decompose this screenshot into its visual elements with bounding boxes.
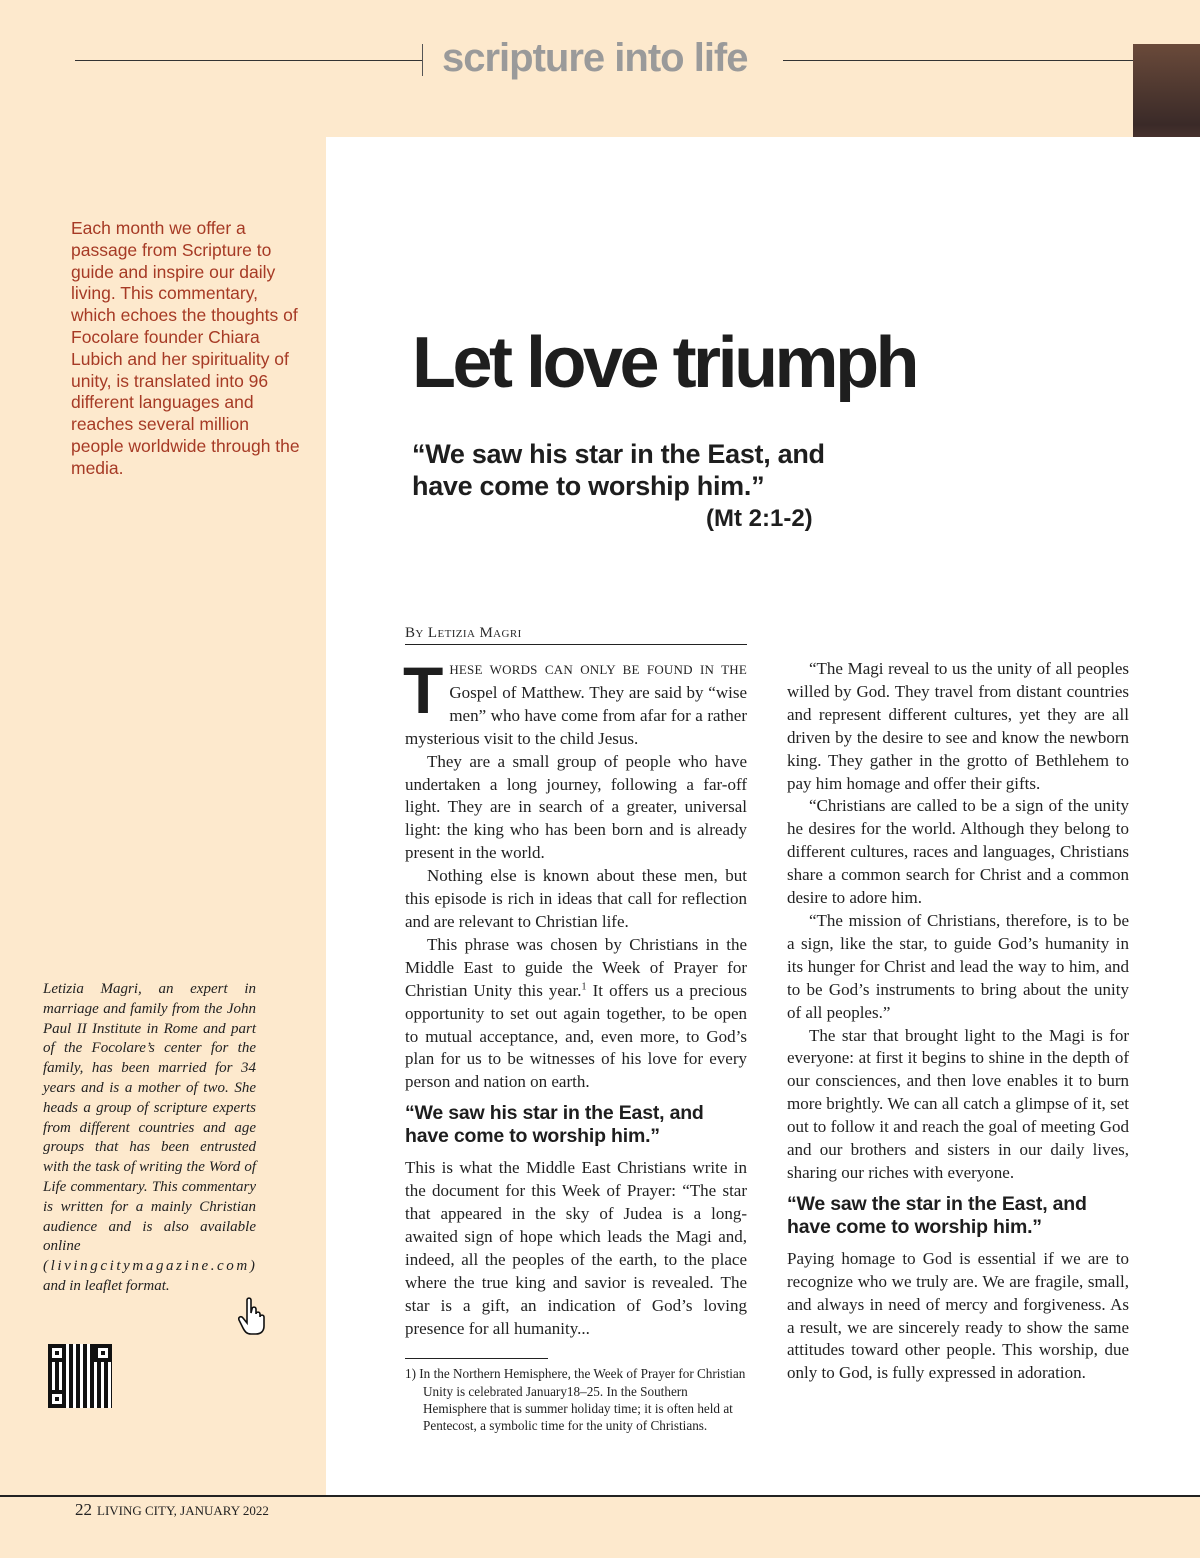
- availability-note: This commentary is written for a mainly Christian audience and is also available online: [43, 1178, 257, 1255]
- article-title: Let love triumph: [412, 323, 917, 403]
- drop-cap: T: [403, 653, 444, 727]
- page-footer: [75, 1500, 269, 1520]
- col2-paragraph-5: Paying homage to God is essential if we are to recognize who we truly are. We are fragile, small, and always in need of mercy and forgiveness. As a result, we are sincerely ready to show the same attitudes toward other people. This worship, due only to God, is fully expressed in adoration.: [787, 1248, 1129, 1383]
- header-rule-left: [75, 60, 423, 61]
- header-tick: [422, 44, 423, 76]
- footnote-marker: 1: [581, 981, 587, 993]
- byline: By Letizia Magri: [405, 625, 747, 645]
- page-number: 22: [75, 1500, 92, 1519]
- article-subtitle: “We saw his star in the East, and have come to worship him.”: [412, 439, 825, 501]
- paragraph-1: THESE WORDS CAN ONLY BE FOUND IN THE Gospel of Matthew. They are said by “wise men” who have come from afar for a rather mysterious visit to the child Jesus.: [403, 653, 747, 748]
- paragraph-4: This phrase was chosen by Christians in the Middle East to guide the Week of Prayer for Christian Unity this year.$^1$ It offers us a precious opportunity to set out again together, to be open to mutual acceptance, and, even more, to God’s plan for us to be witnesses of his love for every person and nation on earth.: [405, 934, 747, 1092]
- col2-paragraph-2: “Christians are called to be a sign of the unity he desires for the world. Although they belong to different cultures, races and languages, Christians share a common search for Christ and a common desire to adore him.: [787, 796, 1129, 908]
- article-column-1: [403, 653, 747, 1434]
- availability-note-end: and in leaflet format.: [43, 1277, 170, 1294]
- footer-rule: [0, 1495, 1200, 1497]
- header-rule-right: [783, 60, 1133, 61]
- author-bio-text: Letizia Magri, an expert in marriage and family from the John Paul II Institute in Rome and part of the Focolare’s center for the family, has been married for 34 years and is a mother of two. She heads a group of scripture experts from different countries and age groups that has been entrusted with the task of writing the Word of Life commentary.: [43, 981, 256, 1195]
- scripture-reference: (Mt 2:1-2): [706, 505, 813, 532]
- pointer-hand-icon: [236, 1296, 268, 1336]
- paragraph-3: Nothing else is known about these men, but this episode is rich in ideas that call for reflection and are relevant to Christian life.: [405, 866, 747, 931]
- article-column-2: [787, 658, 1129, 1385]
- lead-in: HESE WORDS CAN ONLY BE FOUND IN THE: [449, 662, 747, 677]
- paragraph-2: They are a small group of people who have undertaken a long journey, following a far-off light. They are in search of a greater, universal light: the king who has been born and is already present in the world.: [405, 751, 747, 863]
- col2-paragraph-4: The star that brought light to the Magi is for everyone: at first it begins to shine in the depth of our consciences, and then love enables it to burn more brightly. We can all catch a glimpse of it, set out to follow it and reach the goal of meeting God and our brothers and sisters in our daily lives, sharing our riches with everyone.: [787, 1025, 1129, 1182]
- section-title: scripture into life: [442, 36, 748, 80]
- publication-info: LIVING CITY, JANUARY 2022: [97, 1503, 269, 1518]
- qr-code[interactable]: [48, 1344, 112, 1408]
- col2-paragraph-1: “The Magi reveal to us the unity of all peoples willed by God. They travel from distant countries and represent different cultures, yet they are all driven by the desire to see and know the newborn king. They gather in the grotto of Bethlehem to pay him homage and offer their gifts.: [787, 659, 1129, 793]
- footnote: 1) In the Northern Hemisphere, the Week of Prayer for Christian Unity is celebrated January18–25. In the Southern Hemisphere that is summer holiday time; it is often held at Pentecost, a symbolic time for the unity of Christians.: [405, 1366, 746, 1433]
- footnote-rule: [405, 1358, 548, 1359]
- pull-quote-1: “We saw his star in the East, and have come to worship him.”: [405, 1102, 704, 1148]
- website-link[interactable]: (livingcitymagazine.com): [43, 1258, 258, 1275]
- sidebar-intro: Each month we offer a passage from Scripture to guide and inspire our daily living. This commentary, which echoes the thoughts of Focolare founder Chiara Lubich and her spirituality of unity, is translated into 96 different languages and reaches several million people worldwide through the media.: [71, 218, 300, 478]
- pull-quote-2: “We saw the star in the East, and have come to worship him.”: [787, 1192, 1087, 1238]
- paragraph-5: This is what the Middle East Christians write in the document for this Week of Prayer: “The star that appeared in the sky of Judea is a long-awaited sign of hope which leads the Magi and, indeed, all the peoples of the earth, to the place where the true king and savior is revealed. The star is a gift, an indication of God’s loving presence for all humanity...: [405, 1158, 747, 1338]
- col2-paragraph-3: “The mission of Christians, therefore, is to be a sign, like the star, to guide God’s humanity in its hunger for Christ and lead the way to him, and to be God’s instruments to bring about the unity of all peoples.”: [787, 910, 1129, 1022]
- author-bio: [43, 980, 256, 1297]
